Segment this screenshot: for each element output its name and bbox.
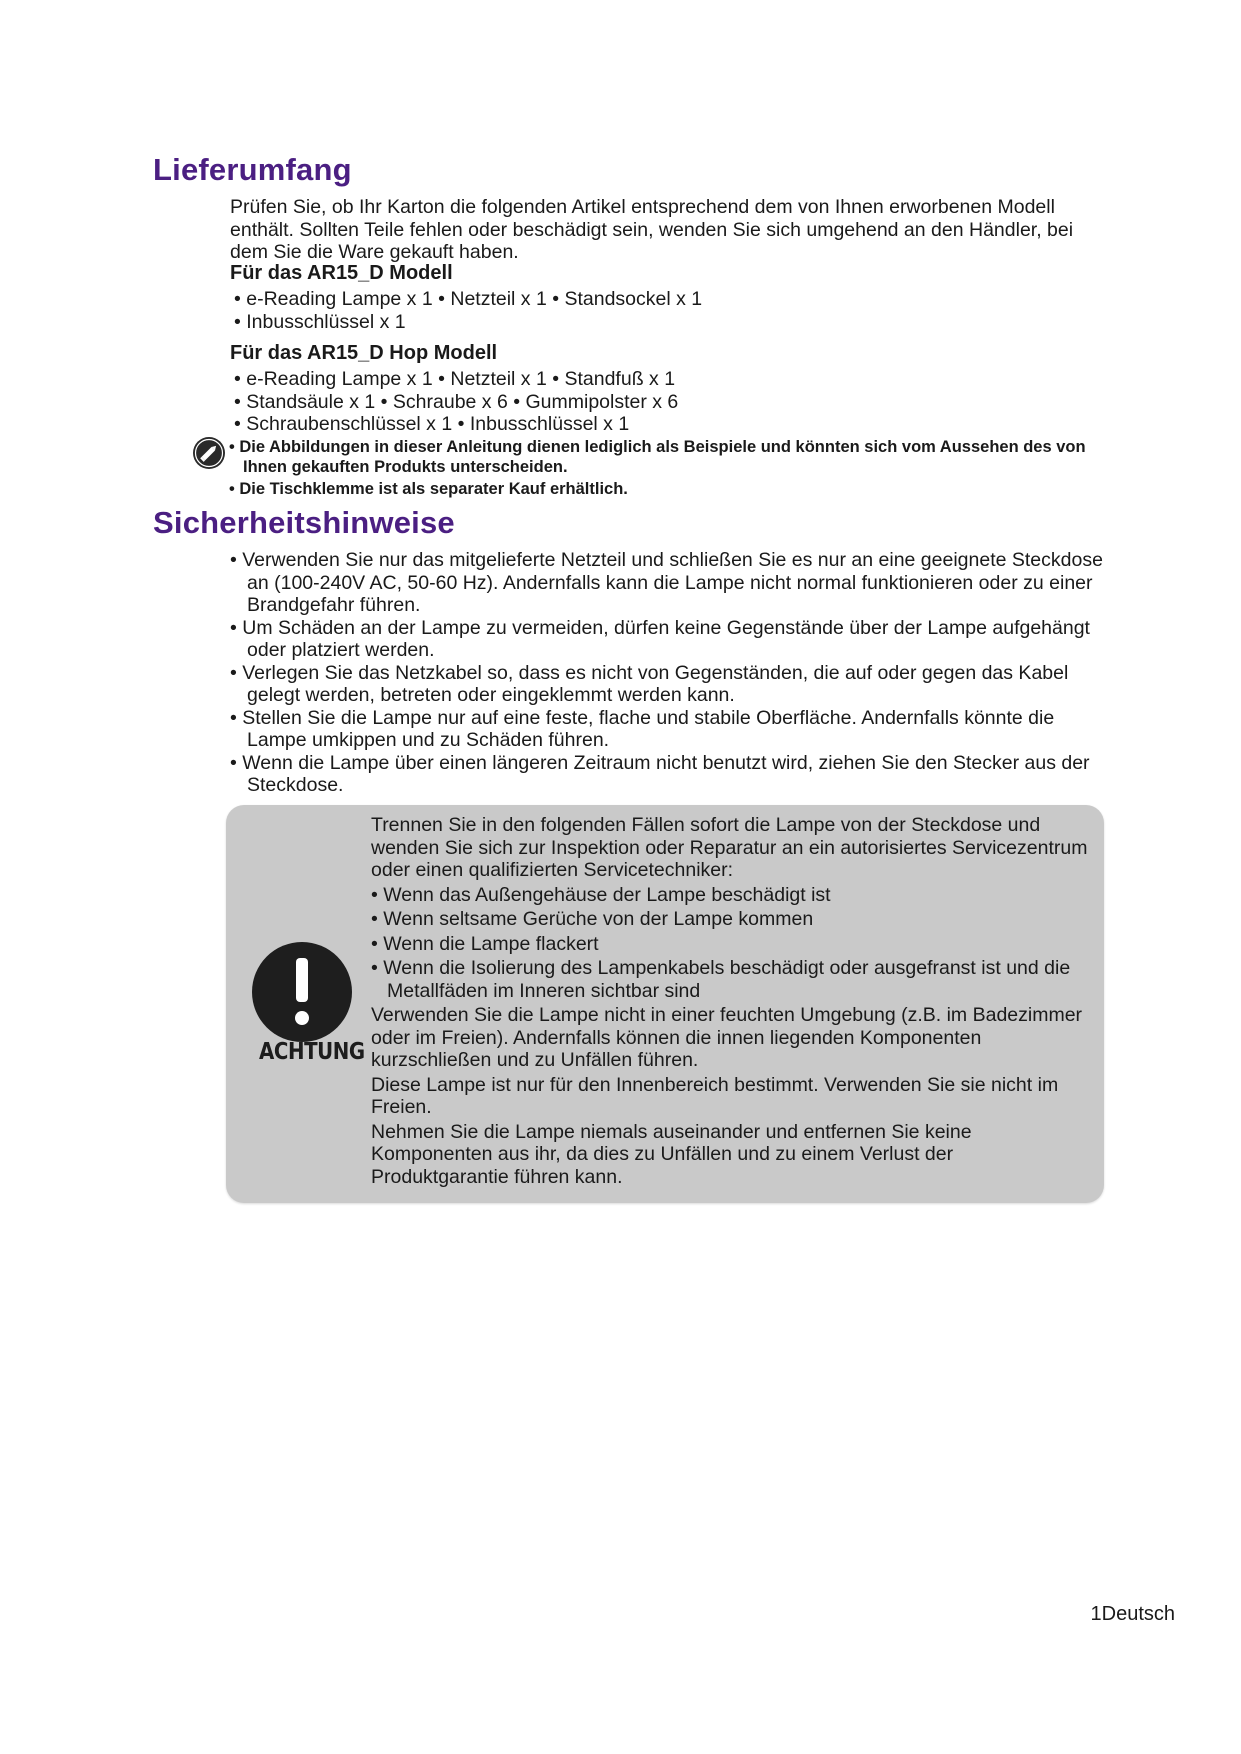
delivery-intro: Prüfen Sie, ob Ihr Karton die folgenden Artikel entsprechend dem von Ihnen erworbenen Modell enthält. Sollten Teile fehlen oder beschädigt sein, wenden Sie sich umgehend an den Händler, bei dem Sie die Ware gekauft haben.	[230, 196, 1074, 263]
page-number: 1	[1090, 1603, 1102, 1625]
model1-heading: Für das AR15_D Modell	[230, 262, 453, 284]
footer-language: Deutsch	[1101, 1603, 1175, 1625]
safety-item: • Verlegen Sie das Netzkabel so, dass es nicht von Gegenständen, die auf oder gegen das Kabel gelegt werden, betreten oder eingeklemmt werden kann.	[230, 661, 1069, 706]
note-item: • Die Abbildungen in dieser Anleitung dienen lediglich als Beispiele und könnten sich vom Aussehen des von Ihnen gekauften Produkts unterscheiden.	[229, 438, 1086, 476]
caution-text	[371, 814, 1096, 1188]
safety-list	[230, 549, 1110, 797]
model2-items	[234, 368, 678, 436]
caution-item: • Wenn seltsame Gerüche von der Lampe kommen	[371, 908, 814, 930]
caution-item: • Wenn die Isolierung des Lampenkabels beschädigt oder ausgefranst ist und die Metallfäden im Inneren sichtbar sind	[371, 957, 1071, 1002]
list-item: • Standsäule x 1 • Schraube x 6 • Gummipolster x 6	[234, 390, 679, 413]
caution-paragraph: Nehmen Sie die Lampe niemals auseinander und entfernen Sie keine Komponenten aus ihr, da dies zu Unfällen und zu einem Verlust der Produktgarantie führen kann.	[371, 1120, 972, 1188]
page-footer	[1091, 1603, 1176, 1626]
caution-intro: Trennen Sie in den folgenden Fällen sofort die Lampe von der Steckdose und wenden Sie sich zur Inspektion oder Reparatur an ein autorisiertes Servicezentrum oder einen qualifizierten Servicetechniker:	[371, 814, 1088, 881]
section-title-delivery: Lieferumfang	[153, 152, 352, 187]
safety-item: • Verwenden Sie nur das mitgelieferte Netzteil und schließen Sie es nur an eine geeignete Steckdose an (100-240V AC, 50-60 Hz). Andernfalls kann die Lampe nicht normal funktionieren oder zu einer Brandgefahr führen.	[230, 549, 1103, 616]
caution-label: ACHTUNG	[259, 1039, 365, 1065]
note-item: • Die Tischklemme ist als separater Kauf erhältlich.	[229, 480, 628, 498]
safety-item: • Stellen Sie die Lampe nur auf eine feste, flache und stabile Oberfläche. Andernfalls könnte die Lampe umkippen und zu Schäden führen.	[230, 706, 1055, 751]
section-title-safety: Sicherheitshinweise	[153, 505, 455, 540]
list-item: • Inbusschlüssel x 1	[234, 310, 406, 333]
list-item: • e-Reading Lampe x 1 • Netzteil x 1 • Standsockel x 1	[234, 288, 703, 310]
model2-heading: Für das AR15_D Hop Modell	[230, 342, 498, 364]
model1-items	[234, 288, 702, 333]
list-item: • e-Reading Lampe x 1 • Netzteil x 1 • Standfuß x 1	[234, 368, 676, 390]
caution-item: • Wenn die Lampe flackert	[371, 932, 599, 955]
safety-item: • Um Schäden an der Lampe zu vermeiden, dürfen keine Gegenstände über der Lampe aufgehängt oder platziert werden.	[230, 616, 1090, 661]
exclamation-icon	[250, 940, 354, 1044]
safety-item: • Wenn die Lampe über einen längeren Zeitraum nicht benutzt wird, ziehen Sie den Stecker aus der Steckdose.	[230, 751, 1090, 796]
note-list	[229, 438, 1089, 500]
caution-item: • Wenn das Außengehäuse der Lampe beschädigt ist	[371, 883, 831, 906]
pencil-note-icon	[192, 436, 226, 470]
caution-paragraph: Verwenden Sie die Lampe nicht in einer feuchten Umgebung (z.B. im Badezimmer oder im Freien). Andernfalls können die innen liegenden Komponenten kurzschließen und zu Unfällen führen.	[371, 1004, 1083, 1071]
caution-paragraph: Diese Lampe ist nur für den Innenbereich bestimmt. Verwenden Sie sie nicht im Freien.	[371, 1073, 1059, 1118]
list-item: • Schraubenschlüssel x 1 • Inbusschlüssel x 1	[234, 413, 630, 435]
